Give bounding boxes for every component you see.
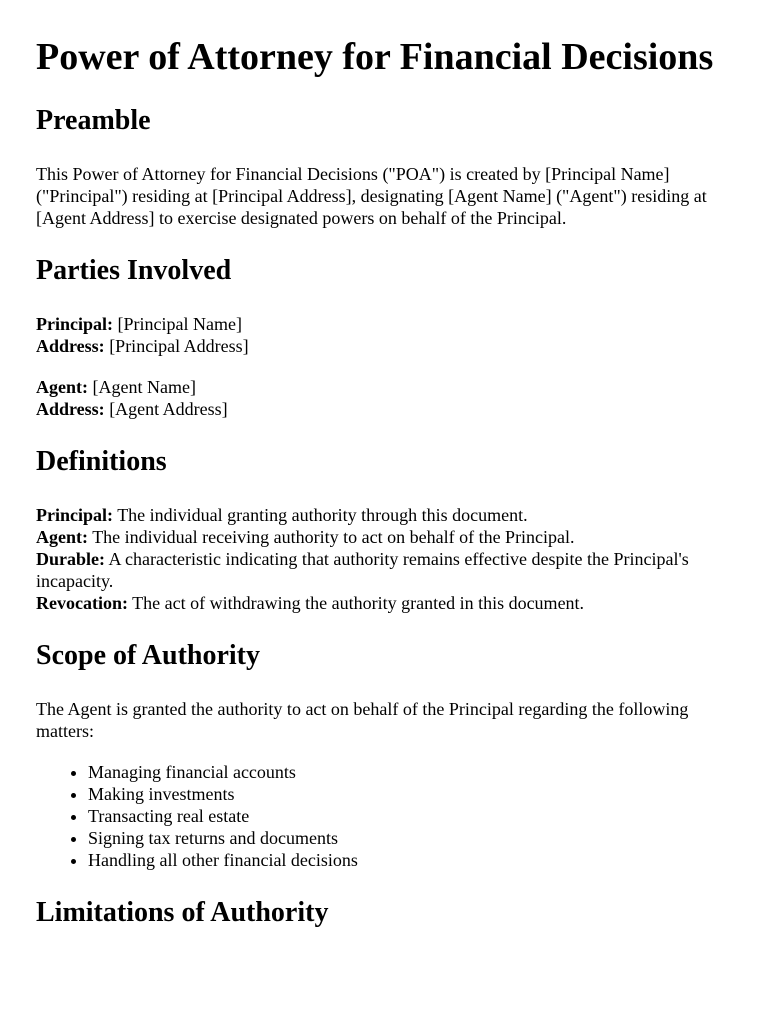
principal-address-value: [Principal Address] (109, 336, 249, 356)
definition-item (36, 548, 734, 592)
agent-address-label: Address: (36, 399, 105, 419)
definition-text: The individual granting authority through this document. (117, 505, 528, 525)
definition-item (36, 526, 734, 548)
preamble-body: This Power of Attorney for Financial Decisions ("POA") is created by [Principal Name] ("Principal") residing at [Principal Address], designating [Agent Name] ("Agent") residing at [Agent Address] to exercise designated powers on behalf of the Principal. (36, 164, 707, 228)
definition-term: Principal: (36, 505, 113, 525)
document-title: Power of Attorney for Financial Decisions (36, 36, 714, 78)
agent-address-line (36, 398, 734, 420)
principal-address-label: Address: (36, 336, 105, 356)
definition-item (36, 504, 734, 526)
definition-item (36, 592, 734, 614)
agent-line (36, 376, 734, 398)
list-item: • Managing financial accounts (88, 761, 734, 783)
parties-heading: Parties Involved (36, 255, 232, 286)
definition-text: The act of withdrawing the authority granted in this document. (132, 593, 585, 613)
list-item: • Transacting real estate (88, 805, 734, 827)
principal-address-line (36, 335, 734, 357)
scope-heading: Scope of Authority (36, 640, 260, 671)
definition-text: The individual receiving authority to act on behalf of the Principal. (92, 527, 575, 547)
scope-list (36, 761, 734, 871)
list-item: • Signing tax returns and documents (88, 827, 734, 849)
definition-term: Revocation: (36, 593, 128, 613)
definition-text: A characteristic indicating that authority remains effective despite the Principal's incapacity. (36, 549, 689, 591)
list-item: • Making investments (88, 783, 734, 805)
preamble-heading: Preamble (36, 105, 151, 136)
definition-term: Agent: (36, 527, 88, 547)
definitions-heading: Definitions (36, 446, 167, 477)
principal-value: [Principal Name] (117, 314, 242, 334)
agent-address-value: [Agent Address] (109, 399, 228, 419)
list-item: • Handling all other financial decisions (88, 849, 734, 871)
limitations-heading: Limitations of Authority (36, 897, 329, 928)
principal-line (36, 313, 734, 335)
agent-party-block (36, 376, 734, 420)
definition-term: Durable: (36, 549, 105, 569)
principal-label: Principal: (36, 314, 113, 334)
principal-party-block (36, 313, 734, 357)
agent-label: Agent: (36, 377, 88, 397)
scope-intro: The Agent is granted the authority to act on behalf of the Principal regarding the following matters: (36, 699, 689, 741)
agent-value: [Agent Name] (92, 377, 196, 397)
definitions-list (36, 504, 734, 614)
